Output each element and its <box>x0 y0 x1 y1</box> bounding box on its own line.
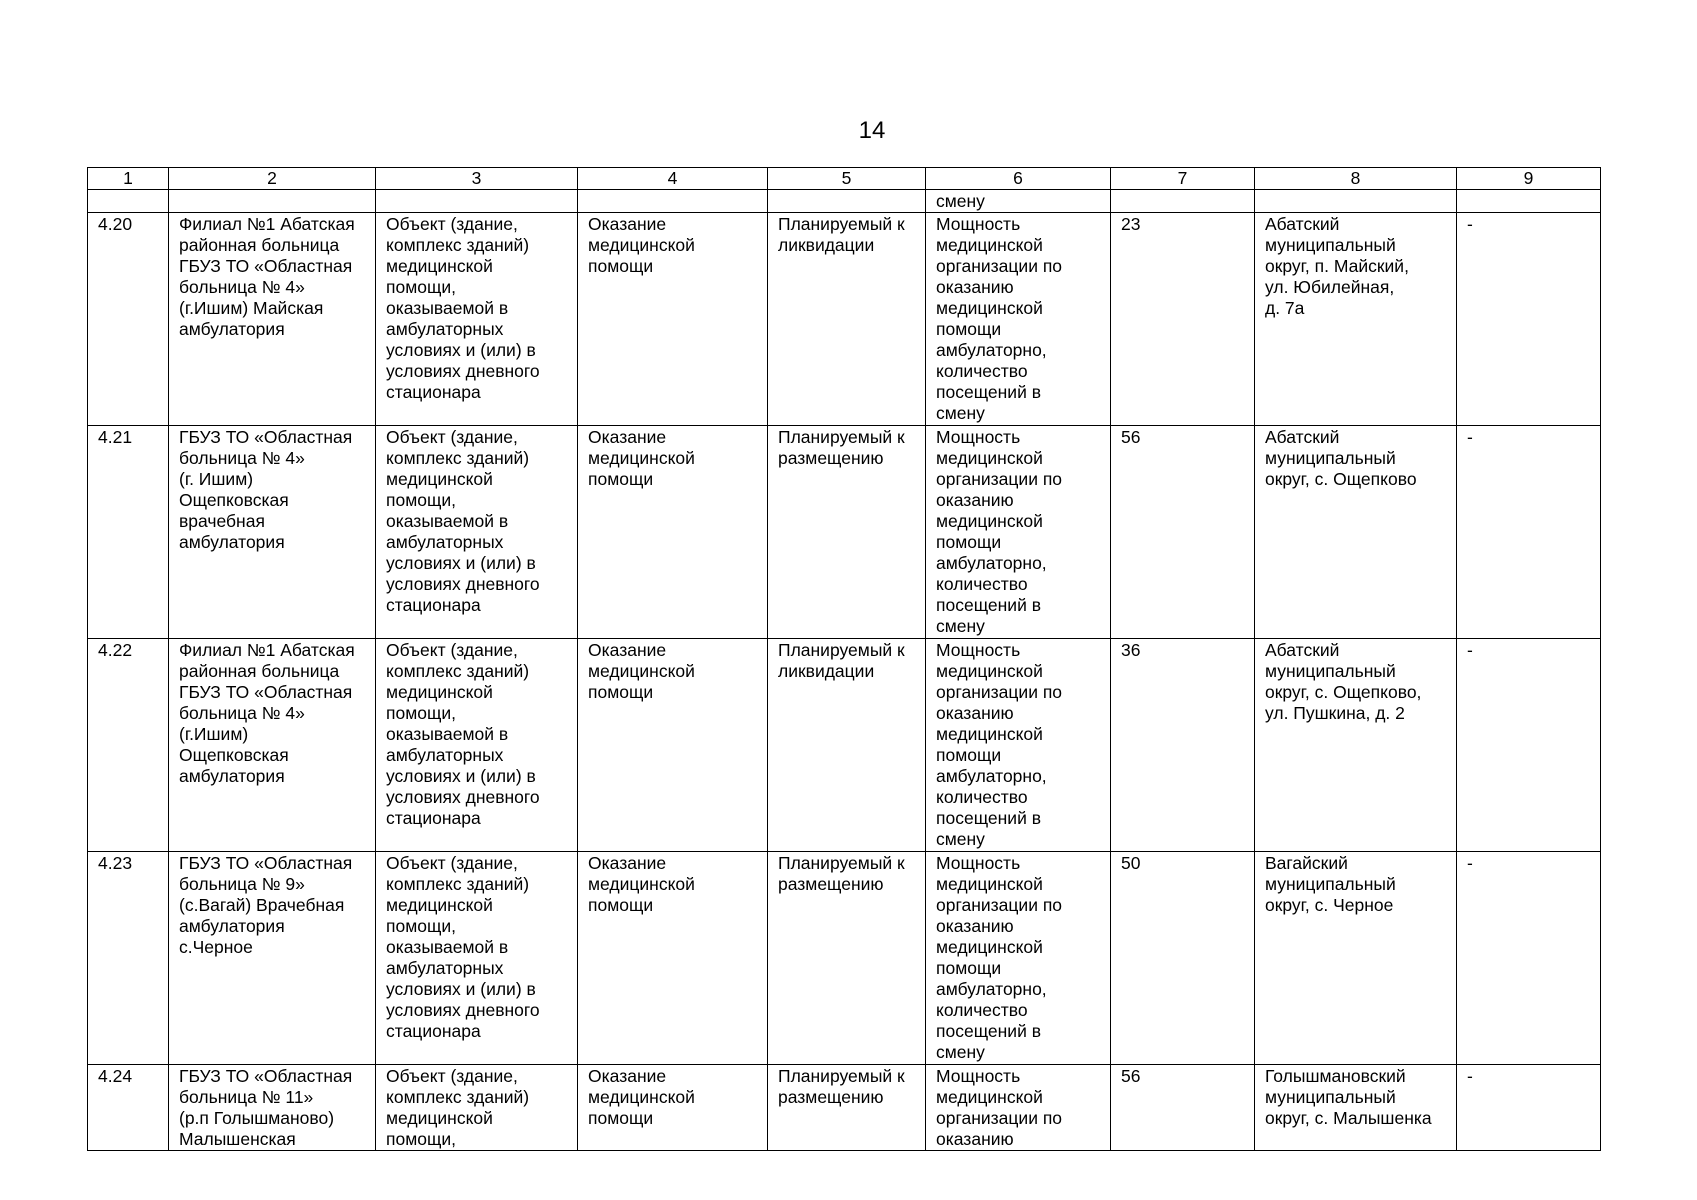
table-cell <box>1111 190 1255 213</box>
column-number: 6 <box>926 168 1111 190</box>
note: - <box>1457 1065 1601 1151</box>
capacity-description: Мощность медицинской организации по оказанию медицинской помощи амбулаторно, количество посещений в смену <box>926 852 1111 1065</box>
location: Абатский муниципальный округ, с. Ощепково, ул. Пушкина, д. 2 <box>1255 639 1457 852</box>
note: - <box>1457 639 1601 852</box>
column-number: 5 <box>768 168 926 190</box>
capacity-description: Мощность медицинской организации по оказанию <box>926 1065 1111 1151</box>
object-type: Объект (здание, комплекс зданий) медицинской помощи, <box>376 1065 578 1151</box>
facility-name: Филиал №1 Абатская районная больница ГБУЗ ТО «Областная больница № 4» (г.Ишим) Майская амбулатория <box>169 213 376 426</box>
row-number: 4.23 <box>88 852 169 1065</box>
column-number: 9 <box>1457 168 1601 190</box>
table-row <box>88 1065 1601 1151</box>
continuation-row <box>88 190 1601 213</box>
row-number: 4.20 <box>88 213 169 426</box>
table-row <box>88 213 1601 426</box>
table-cell <box>768 190 926 213</box>
capacity-description: Мощность медицинской организации по оказанию медицинской помощи амбулаторно, количество посещений в смену <box>926 639 1111 852</box>
facility-name: Филиал №1 Абатская районная больница ГБУЗ ТО «Областная больница № 4» (г.Ишим) Ощепковская амбулатория <box>169 639 376 852</box>
column-number: 3 <box>376 168 578 190</box>
table-row <box>88 426 1601 639</box>
location: Абатский муниципальный округ, п. Майский, ул. Юбилейная, д. 7а <box>1255 213 1457 426</box>
purpose: Оказание медицинской помощи <box>578 1065 768 1151</box>
status: Планируемый к размещению <box>768 852 926 1065</box>
facility-name: ГБУЗ ТО «Областная больница № 4» (г. Ишим) Ощепковская врачебная амбулатория <box>169 426 376 639</box>
table-cell <box>88 190 169 213</box>
row-number: 4.22 <box>88 639 169 852</box>
capacity-description: Мощность медицинской организации по оказанию медицинской помощи амбулаторно, количество посещений в смену <box>926 426 1111 639</box>
status: Планируемый к ликвидации <box>768 213 926 426</box>
capacity-value: 56 <box>1111 426 1255 639</box>
column-number: 1 <box>88 168 169 190</box>
facility-name: ГБУЗ ТО «Областная больница № 11» (р.п Голышманово) Малышенская <box>169 1065 376 1151</box>
capacity-value: 23 <box>1111 213 1255 426</box>
location: Голышмановский муниципальный округ, с. Малышенка <box>1255 1065 1457 1151</box>
purpose: Оказание медицинской помощи <box>578 213 768 426</box>
row-number: 4.21 <box>88 426 169 639</box>
status: Планируемый к ликвидации <box>768 639 926 852</box>
table-cell: смену <box>926 190 1111 213</box>
location: Абатский муниципальный округ, с. Ощепково <box>1255 426 1457 639</box>
note: - <box>1457 852 1601 1065</box>
capacity-value: 36 <box>1111 639 1255 852</box>
capacity-description: Мощность медицинской организации по оказанию медицинской помощи амбулаторно, количество посещений в смену <box>926 213 1111 426</box>
table-cell <box>578 190 768 213</box>
objects-table <box>87 167 1601 1151</box>
table-row <box>88 852 1601 1065</box>
note: - <box>1457 426 1601 639</box>
page-number: 14 <box>858 117 886 144</box>
column-number: 7 <box>1111 168 1255 190</box>
status: Планируемый к размещению <box>768 1065 926 1151</box>
object-type: Объект (здание, комплекс зданий) медицинской помощи, оказываемой в амбулаторных условиях и (или) в условиях дневного стационара <box>376 852 578 1065</box>
location: Вагайский муниципальный округ, с. Черное <box>1255 852 1457 1065</box>
facility-name: ГБУЗ ТО «Областная больница № 9» (с.Вагай) Врачебная амбулатория с.Черное <box>169 852 376 1065</box>
capacity-value: 56 <box>1111 1065 1255 1151</box>
table-cell <box>169 190 376 213</box>
object-type: Объект (здание, комплекс зданий) медицинской помощи, оказываемой в амбулаторных условиях и (или) в условиях дневного стационара <box>376 213 578 426</box>
purpose: Оказание медицинской помощи <box>578 426 768 639</box>
column-number: 4 <box>578 168 768 190</box>
table-cell <box>1255 190 1457 213</box>
status: Планируемый к размещению <box>768 426 926 639</box>
column-number: 8 <box>1255 168 1457 190</box>
purpose: Оказание медицинской помощи <box>578 639 768 852</box>
purpose: Оказание медицинской помощи <box>578 852 768 1065</box>
object-type: Объект (здание, комплекс зданий) медицинской помощи, оказываемой в амбулаторных условиях и (или) в условиях дневного стационара <box>376 639 578 852</box>
column-number: 2 <box>169 168 376 190</box>
capacity-value: 50 <box>1111 852 1255 1065</box>
table-cell <box>1457 190 1601 213</box>
table-cell <box>376 190 578 213</box>
column-number-row <box>88 168 1601 190</box>
note: - <box>1457 213 1601 426</box>
object-type: Объект (здание, комплекс зданий) медицинской помощи, оказываемой в амбулаторных условиях и (или) в условиях дневного стационара <box>376 426 578 639</box>
row-number: 4.24 <box>88 1065 169 1151</box>
table-row <box>88 639 1601 852</box>
